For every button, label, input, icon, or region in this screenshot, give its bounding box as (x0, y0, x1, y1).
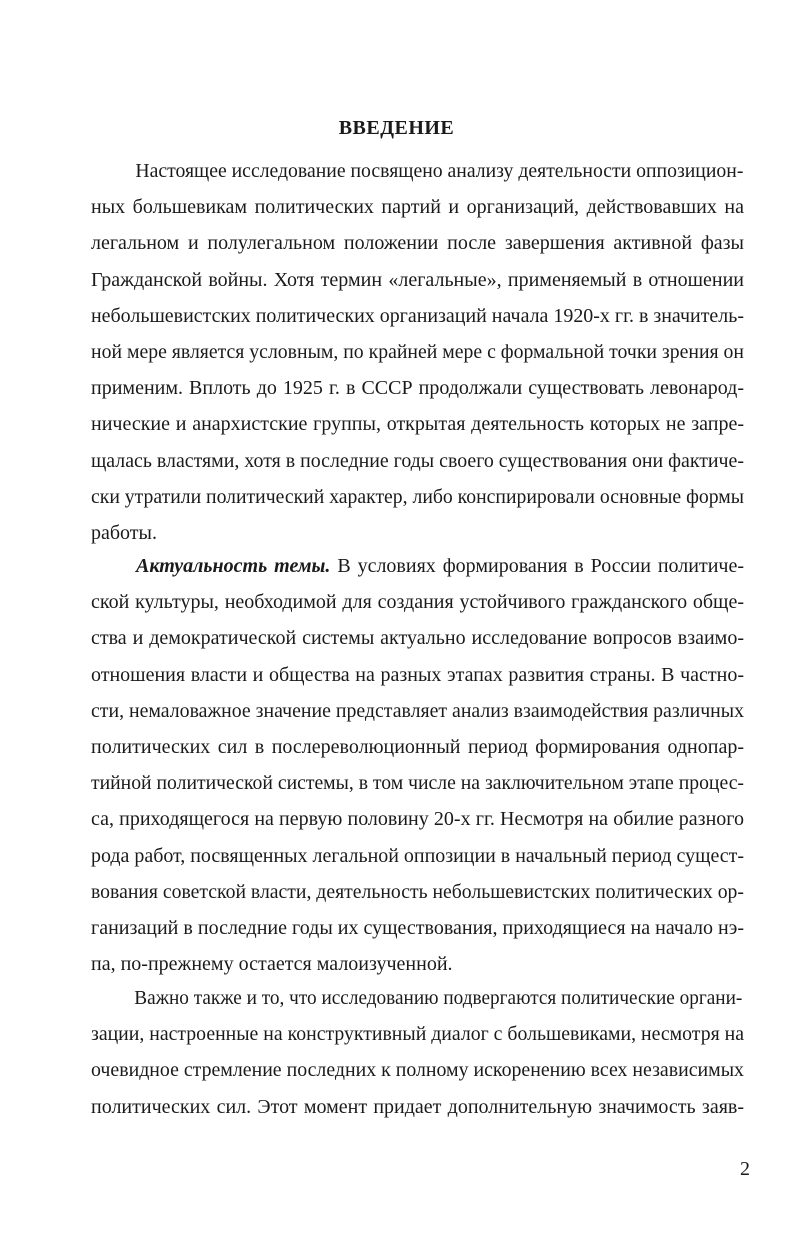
text-line: ганизаций в последние годы их существования, приходящиеся на начало нэ- (91, 917, 744, 940)
text-line: очевидное стремление последних к полному искоренению всех независимых (91, 1059, 744, 1082)
text-line: зации, настроенные на конструктивный диалог с большевиками, несмотря на (91, 1023, 745, 1046)
text-line: политических сил. Этот момент придает дополнительную значимость заяв- (91, 1095, 744, 1118)
text-line: политических сил в послереволюционный период формирования однопар- (91, 736, 744, 759)
text-line: рода работ, посвященных легальной оппозиции в начальный период сущест- (91, 844, 745, 867)
text-line: Гражданской войны. Хотя термин «легальные», применяемый в отношении (91, 268, 744, 291)
text-line: применим. Вплоть до 1925 г. в СССР продолжали существовать левонарод- (91, 377, 744, 400)
text-line: Настоящее исследование посвящено анализу деятельности оппозицион- (135, 160, 744, 182)
text-line: ской культуры, необходимой для создания устойчивого гражданского обще- (91, 591, 744, 614)
paragraph-significance (91, 980, 744, 1125)
paragraph-relevance (91, 548, 744, 982)
text-line (91, 548, 744, 584)
text-line: щалась властями, хотя в последние годы своего существования они фактиче- (91, 449, 745, 472)
text-line: работы. (91, 522, 157, 545)
text-line: ства и демократической системы актуально исследование вопросов взаимо- (91, 627, 744, 650)
page-number: 2 (740, 1158, 750, 1180)
text-line: нические и анархистские группы, открытая деятельность которых не запре- (91, 413, 744, 436)
text-line: ной мере является условным, по крайней мере с формальной точки зрения он (91, 341, 744, 364)
text-line: Важно также и то, что исследованию подвергаются политические органи- (134, 987, 743, 1009)
section-lead: Актуальность темы. (136, 555, 331, 577)
text-line: небольшевистских политических организаций начала 1920-х гг. в значитель- (91, 304, 744, 327)
text-line: вования советской власти, деятельность небольшевистских политических ор- (91, 880, 744, 903)
text-fragment: В условиях формирования в России политиче- (330, 555, 745, 577)
text-line: са, приходящегося на первую половину 20-х гг. Несмотря на обилие разного (91, 808, 744, 831)
text-line: тийной политической системы, в том числе на заключительном этапе процес- (91, 772, 744, 795)
text-line: ных большевикам политических партий и организаций, действовавших на (91, 196, 744, 219)
paragraph-intro (91, 153, 744, 551)
text-line: сти, немаловажное значение представляет анализ взаимодействия различных (91, 699, 744, 722)
text-line: легальном и полулегальном положении после завершения активной фазы (91, 232, 744, 255)
text-line: ски утратили политический характер, либо конспирировали основные формы (91, 485, 744, 508)
page-title: ВВЕДЕНИЕ (338, 117, 455, 139)
text-line: па, по-прежнему остается малоизученной. (91, 953, 453, 976)
text-line: отношения власти и общества на разных этапах развития страны. В частно- (91, 663, 744, 686)
